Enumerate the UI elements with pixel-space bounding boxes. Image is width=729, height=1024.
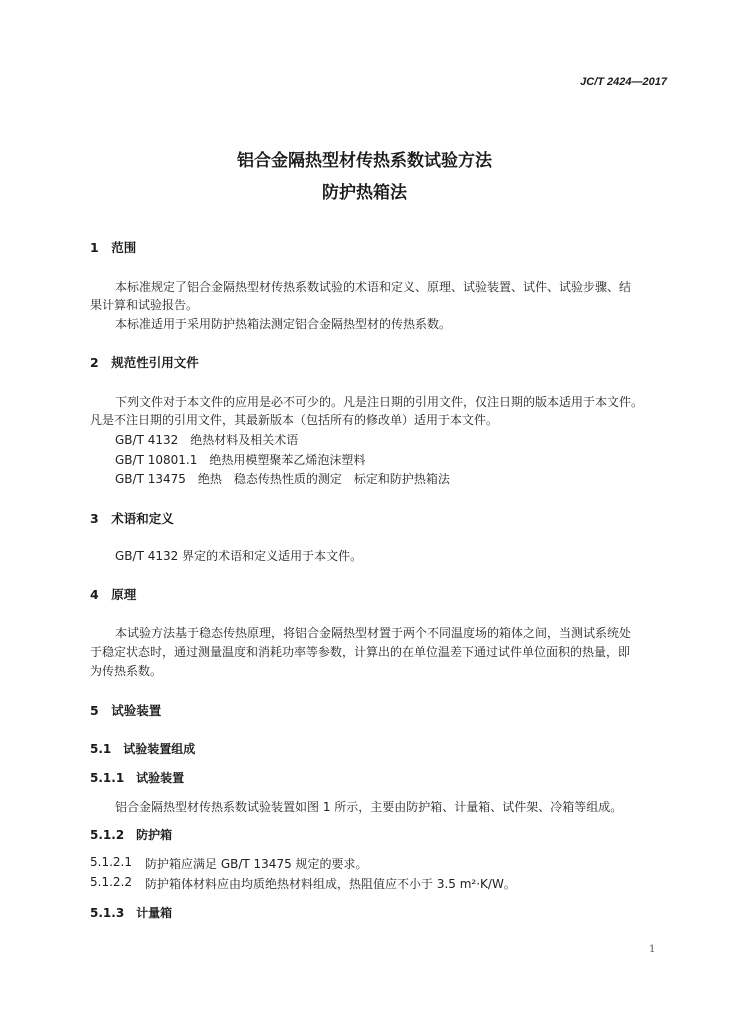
- section-3-paragraph: GB/T 4132 界定的术语和定义适用于本文件。: [115, 549, 363, 563]
- section-2-paragraph-1a: 下列文件对于本文件的应用是必不可少的。凡是注日期的引用文件，仅注日期的版本适用于本文件。: [115, 395, 644, 409]
- section-1-paragraph-1a: 本标准规定了铝合金隔热型材传热系数试验的术语和定义、原理、试验装置、试件、试验步骤、结: [115, 280, 632, 294]
- reference-1: GB/T 4132 绝热材料及相关术语: [115, 433, 299, 447]
- subsection-5-1-3-heading: 5.1.3 计量箱: [90, 906, 173, 920]
- section-4-paragraph-c: 为传热系数。: [90, 664, 163, 678]
- section-2-paragraph-1b: 凡是不注日期的引用文件，其最新版本（包括所有的修改单）适用于本文件。: [90, 413, 499, 427]
- subsection-5-1-heading: 5.1 试验装置组成: [90, 742, 196, 756]
- title-line-1: 铝合金隔热型材传热系数试验方法: [237, 151, 492, 171]
- title-line-2: 防护热箱法: [322, 183, 407, 203]
- subsection-5-1-1-heading: 5.1.1 试验装置: [90, 771, 185, 785]
- subsection-5-1-2-heading: 5.1.2 防护箱: [90, 828, 173, 842]
- clause-5-1-2-2-number: 5.1.2.2: [90, 875, 132, 889]
- section-4-paragraph-b: 于稳定状态时，通过测量温度和消耗功率等参数，计算出的在单位温差下通过试件单位面积的热量，即: [90, 645, 631, 659]
- section-4-heading: 4 原理: [90, 587, 137, 602]
- section-3-heading: 3 术语和定义: [90, 511, 174, 526]
- section-2-heading: 2 规范性引用文件: [90, 355, 199, 370]
- clause-5-1-2-2-text: 防护箱体材料应由均质绝热材料组成，热阻值应不小于 3.5 m²·K/W。: [145, 877, 516, 891]
- section-1-paragraph-2: 本标准适用于采用防护热箱法测定铝合金隔热型材的传热系数。: [115, 317, 452, 331]
- page-number: 1: [649, 944, 656, 955]
- subsection-5-1-1-paragraph: 铝合金隔热型材传热系数试验装置如图 1 所示，主要由防护箱、计量箱、试件架、冷箱等组成。: [115, 800, 623, 814]
- reference-3: GB/T 13475 绝热 稳态传热性质的测定 标定和防护热箱法: [115, 472, 450, 486]
- section-1-paragraph-1b: 果计算和试验报告。: [90, 298, 199, 312]
- section-4-paragraph-a: 本试验方法基于稳态传热原理，将铝合金隔热型材置于两个不同温度场的箱体之间，当测试系统处: [115, 626, 632, 640]
- reference-2: GB/T 10801.1 绝热用模塑聚苯乙烯泡沫塑料: [115, 453, 366, 467]
- clause-5-1-2-1-text: 防护箱应满足 GB/T 13475 规定的要求。: [145, 857, 368, 871]
- document-code: JC/T 2424—2017: [580, 76, 667, 88]
- section-1-heading: 1 范围: [90, 240, 137, 255]
- section-5-heading: 5 试验装置: [90, 703, 162, 718]
- clause-5-1-2-1-number: 5.1.2.1: [90, 855, 132, 869]
